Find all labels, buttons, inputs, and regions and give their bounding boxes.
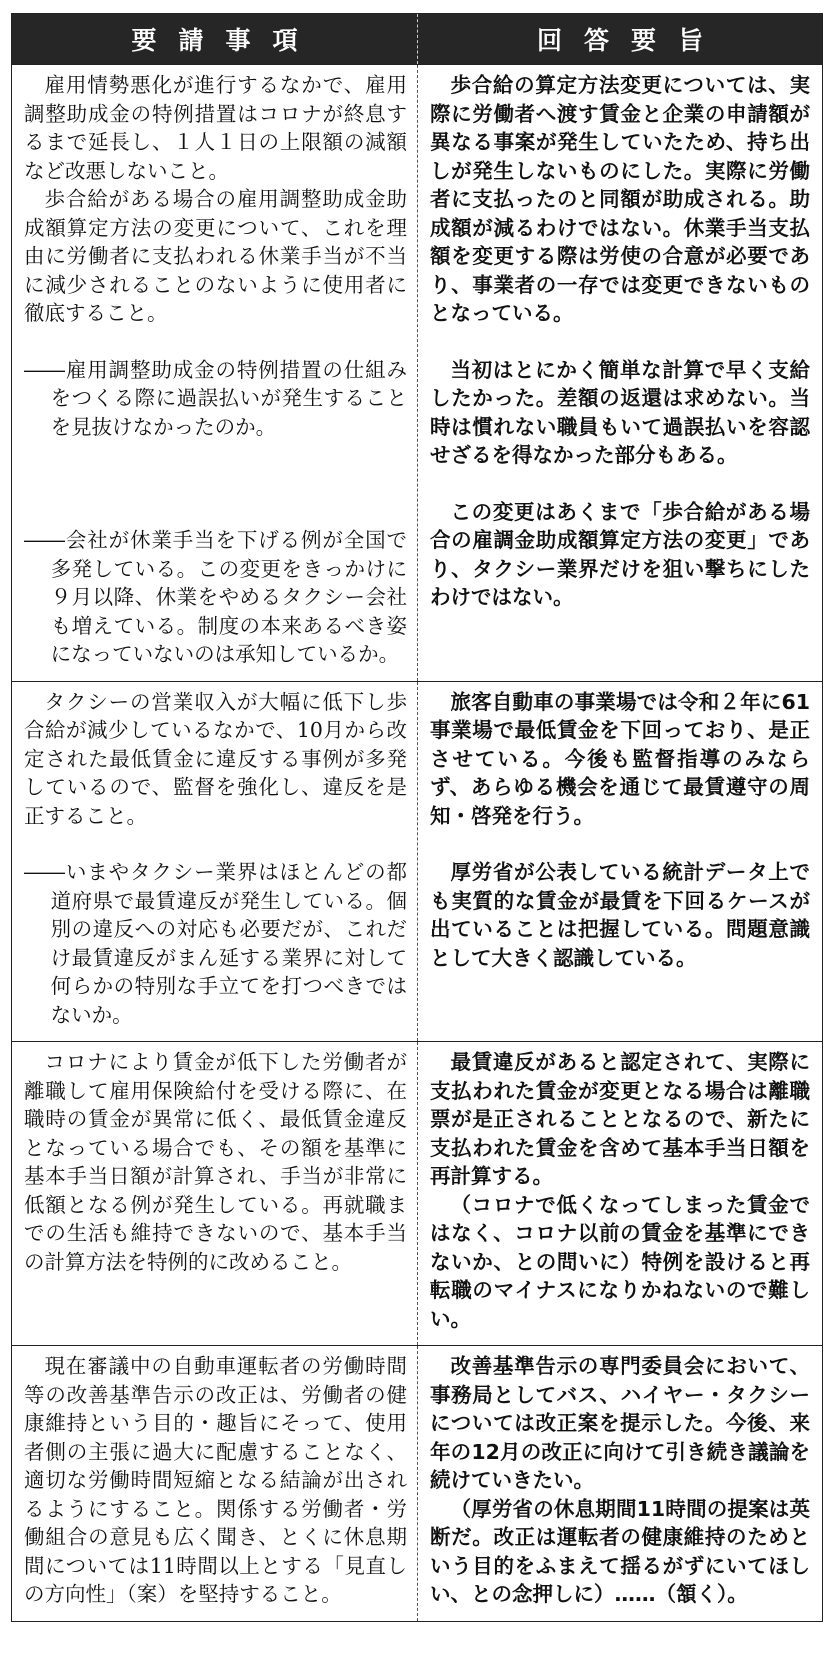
section-minimum-wage <box>12 682 822 1043</box>
follow-up-question: ――いまやタクシー業界はほとんどの都道府県で最賃違反が発生している。個別の違反への対応も必要だが、これだけ最賃違反がまん延する業界に対して何らかの特別な手立てを打つべきではないか。 <box>24 860 407 1027</box>
request-paragraph: コロナにより賃金が低下した労働者が離職して雇用保険給付を受ける際に、在職時の賃金が異常に低く、最低賃金違反となっている場合でも、その額を基準に基本手当日額が計算され、手当が非常に低額となる例が発生している。再就職までの生活も維持できないので、基本手当の計算方法を特例的に改めること。 <box>24 1050 407 1274</box>
section-unemployment-benefit <box>12 1042 822 1346</box>
section-employment-subsidy <box>12 65 822 682</box>
header-answers: 回答要旨 <box>417 14 822 64</box>
answer-paragraph: 当初はとにかく簡単な計算で早く支給したかった。差額の返還は求めない。当時は慣れない職員もいて過誤払いを容認せざるを得なかった部分もある。 <box>430 357 810 467</box>
request-paragraph: 歩合給がある場合の雇用調整助成金助成額算定方法の変更について、これを理由に労働者に支払われる休業手当が不当に減少されることのないように使用者に徹底すること。 <box>24 187 407 325</box>
follow-up-question: ――雇用調整助成金の特例措置の仕組みをつくる際に過誤払いが発生することを見抜けなかったのか。 <box>24 357 407 439</box>
request-paragraph: 雇用情勢悪化が進行するなかで、雇用調整助成金の特例措置はコロナが終息するまで延長し、１人１日の上限額の減額など改悪しないこと。 <box>24 73 407 183</box>
requests-column <box>12 65 417 681</box>
header-requests: 要請事項 <box>131 26 320 55</box>
answer-paragraph: （厚労省の休息期間11時間の提案は英断だ。改正は運転者の健康維持のためという目的をふまえて揺るがずにいてほしい、との念押しに）……（頷く）。 <box>430 1496 810 1606</box>
requests-column <box>12 1346 417 1621</box>
answer-paragraph: この変更はあくまで「歩合給がある場合の雇調金助成額算定方法の変更」であり、タクシー業界だけを狙い撃ちにしたわけではない。 <box>430 499 810 609</box>
answer-paragraph: （コロナで低くなってしまった賃金ではなく、コロナ以前の賃金を基準にできないか、との問いに）特例を設けると再転職のマイナスになりかねないので難しい。 <box>430 1192 810 1331</box>
requests-column <box>12 1042 417 1345</box>
answer-paragraph: 歩合給の算定方法変更については、実際に労働者へ渡す賃金と企業の申請額が異なる事案が発生していたため、持ち出しが発生しないものにした。実際に労働者に支払ったのと同額が助成される。助成額が減るわけではない。休業手当支払額を変更する際は労使の合意が必要であり、事業者の一存では変更できないものとなっている。 <box>430 73 810 325</box>
answer-paragraph: 改善基準告示の専門委員会において、事務局としてバス、ハイヤー・タクシーについては改正案を提示した。今後、来年の12月の改正に向けて引き続き議論を続けていきたい。 <box>430 1354 810 1492</box>
answers-column <box>417 1042 822 1345</box>
answers-column <box>417 1346 822 1621</box>
answer-paragraph: 最賃違反があると認定されて、実際に支払われた賃金が変更となる場合は離職票が是正されることとなるので、新たに支払われた賃金を含めて基本手当日額を再計算する。 <box>430 1050 810 1188</box>
table-header <box>12 14 822 65</box>
request-paragraph: 現在審議中の自動車運転者の労働時間等の改善基準告示の改正は、労働者の健康維持という目的・趣旨にそって、使用者側の主張に過大に配慮することなく、適切な労働時間短縮となる結論が出されるようにすること。関係する労働者・労働組合の意見も広く聞き、とくに休息期間については11時間以上とする「見直しの方向性」（案）を堅持すること。 <box>24 1354 407 1606</box>
request-paragraph: タクシーの営業収入が大幅に低下し歩合給が減少しているなかで、10月から改定された最低賃金に違反する事例が多発しているので、監督を強化し、違反を是正すること。 <box>24 689 407 828</box>
request-response-table <box>11 13 823 1622</box>
section-working-hours-standards <box>12 1346 822 1621</box>
answers-column <box>417 682 822 1042</box>
answers-column <box>417 65 822 681</box>
answer-paragraph: 旅客自動車の事業場では令和２年に61事業場で最低賃金を下回っており、是正させている。今後も監督指導のみならず、あらゆる機会を通じて最賃遵守の周知・啓発を行う。 <box>430 689 810 828</box>
requests-column <box>12 682 417 1042</box>
follow-up-question: ――会社が休業手当を下げる例が全国で多発している。この変更をきっかけに９月以降、休業をやめるタクシー会社も増えている。制度の本来あるべき姿になっていないのは承知しているか。 <box>24 528 407 666</box>
answer-paragraph: 厚労省が公表している統計データ上でも実質的な賃金が最賃を下回るケースが出ていることは把握している。問題意識として大きく認識している。 <box>430 860 810 970</box>
